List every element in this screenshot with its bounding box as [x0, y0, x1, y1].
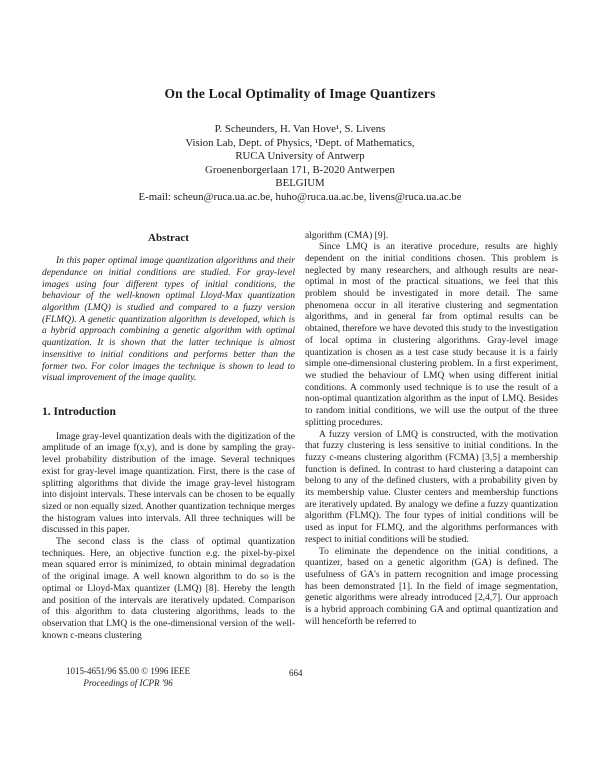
- intro-paragraph-2: The second class is the class of optimal quantization techniques. Here, an objective function e.g. the pixel-by-pixel mean squared error is minimized, to obtain minimal degradation of the original image. A well known algorithm to do so is the optimal or Lloyd-Max quantizer (LMQ) [8]. Hereby the length and position of the intervals are iteratively updated. Comparison of this algorithm to data clustering algorithms, leads to the observation that LMQ is the one-dimensional version of the well-known c-means clustering: [42, 537, 295, 641]
- copyright-line: 1015-4651/96 $5.00 © 1996 IEEE: [66, 666, 191, 676]
- university-line: RUCA University of Antwerp: [235, 150, 365, 163]
- body-paragraph-continuation: algorithm (CMA) [9].: [305, 230, 389, 241]
- proceedings-line: Proceedings of ICPR '96: [83, 677, 173, 688]
- body-paragraph-4: To eliminate the dependence on the initial conditions, a quantizer, based on a genetic algorithm (GA) is defined. The usefulness of GA's in pattern recognition and image processing has been demonstrated [1]. In the field of image segmentation, genetic algorithms were already introduced [2,4,7]. Our approach is a hybrid approach combining GA and optimal quantization and will henceforth be referred to: [305, 546, 558, 627]
- country-line: BELGIUM: [275, 177, 325, 190]
- body-paragraph-3: A fuzzy version of LMQ is constructed, with the motivation that fuzzy clustering is less sensitive to initial conditions. In the fuzzy c-means clustering algorithm (FCMA) [3,5] a membership function is defined. In contrast to hard clustering a datapoint can belong to any of the defined clusters, with a probability given by its membership value. Cluster centers and membership functions are iteratively updated. By analogy we define a fuzzy quantization algorithm (FLMQ). The four types of initial conditions will be used as input for FLMQ, and the algorithms performances with respect to initial conditions will be studied.: [305, 429, 558, 545]
- email-line: E-mail: scheun@ruca.ua.ac.be, huho@ruca.ua.ac.be, livens@ruca.ua.ac.be: [138, 190, 462, 203]
- right-column: [305, 231, 558, 643]
- left-column: [42, 231, 295, 643]
- intro-paragraph-1: Image gray-level quantization deals with the digitization of the amplitude of an image f(x,y), and is done by sampling the gray-level probability distribution of the image. Several techniques exist for gray-level image quantization. First, there is the case of splitting algorithms that divide the image gray-level histogram into disjoint intervals. These intervals can be chosen to be equally sized or non equally sized. Another quantization technique merges the histogram values into intervals. All three techniques will be discussed in this paper.: [42, 431, 296, 536]
- affiliation-line: Vision Lab, Dept. of Physics, ¹Dept. of Mathematics,: [185, 136, 415, 149]
- page-number: 664: [289, 668, 303, 678]
- abstract-heading: Abstract: [148, 231, 189, 244]
- paper-title: On the Local Optimality of Image Quantizers: [164, 86, 436, 101]
- author-line: P. Scheunders, H. Van Hove¹, S. Livens: [214, 123, 386, 135]
- body-paragraph-2: Since LMQ is an iterative procedure, results are highly dependent on the initial conditions chosen. This problem is neglected by many researchers, and although results are near-optimal in most of the practical situations, we feel that this problem should be investigated in more detail. The same phenomena occur in all iterative clustering and segmentation algorithms, and in general far from optimal results can be obtained, therefore we have devoted this study to the investigation of local optima in clustering algorithms. Gray-level image quantization is chosen as a test case study because it is a fairly simple one-dimensional clustering problem. In a first experiment, we studied the behaviour of LMQ when using different initial conditions. A commonly used technique is to use the result of a non-optimal quantization algorithm as the input of LMQ. Besides to random initial conditions, we will use the output of the three splitting procedures.: [305, 242, 558, 428]
- copyright-block: [66, 666, 190, 689]
- section-heading-introduction: 1. Introduction: [42, 406, 116, 418]
- paper-header: [0, 0, 600, 205]
- two-column-body: [0, 231, 600, 643]
- abstract-section: [42, 256, 295, 385]
- address-line: Groenenborgerlaan 171, B-2020 Antwerpen: [205, 163, 395, 176]
- author-block: [0, 123, 600, 205]
- abstract-paragraph: In this paper optimal image quantization algorithms and their dependance on initial conditions are studied. For gray-level images using four different types of initial conditions, the behaviour of the well-known optimal Lloyd-Max quantization algorithm (LMQ) is studied and compared to a fuzzy version (FLMQ). A genetic quantization algorithm is developed, which is a hybrid approach combining a genetic algorithm with optimal quantization. It is shown that the latter technique is almost insensitive to initial conditions and performs better than the former two. For color images the technique is shown to lead to visual improvement of the image quality.: [42, 256, 295, 384]
